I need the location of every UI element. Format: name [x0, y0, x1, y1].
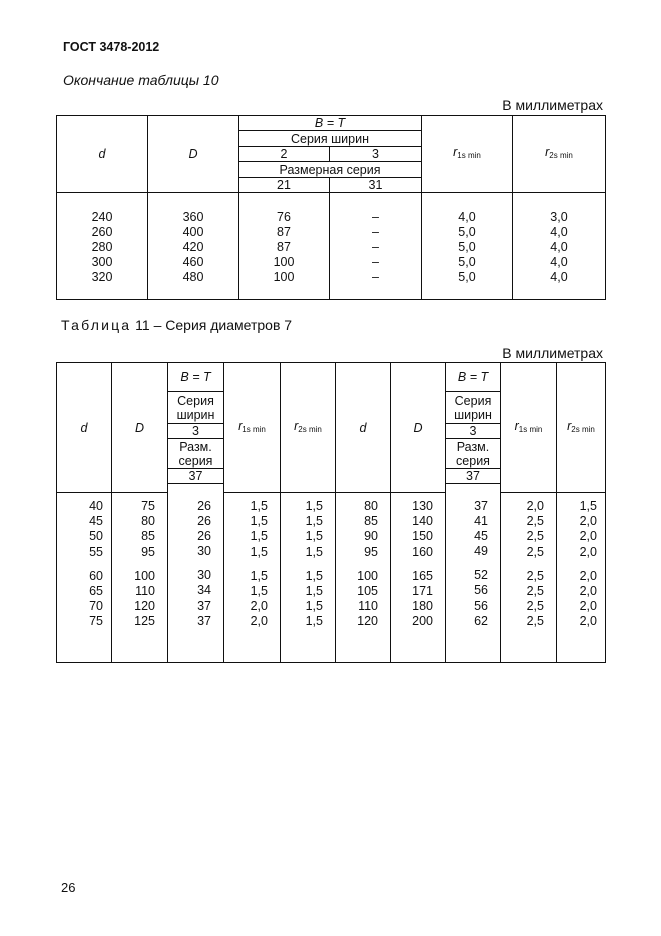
t10-header-D: D	[148, 116, 239, 193]
table-cell-value: 100	[134, 568, 155, 583]
table10-units: В миллиметрах	[502, 97, 603, 113]
table-cell-value: 34	[197, 583, 211, 598]
t11-header-D-left: D	[112, 363, 168, 493]
table-cell-value: 41	[474, 513, 488, 528]
t10-header-width-series: Серия ширин	[239, 131, 422, 147]
table-cell-value: 70	[89, 599, 103, 614]
table-cell-value: 360	[182, 209, 204, 224]
table-cell-value: 1,5	[305, 544, 323, 559]
table-cell-value: 2,0	[579, 583, 597, 598]
table-cell-value: 200	[412, 614, 433, 629]
t10-col-r1	[422, 204, 513, 300]
table-cell-value: 1,5	[305, 583, 323, 598]
table-10	[56, 115, 606, 300]
t11-header-r1-left: $r_{1s min}$	[224, 363, 281, 493]
table-cell-value: 80	[364, 499, 378, 513]
t10-header-bt: B = T	[239, 116, 422, 131]
table-cell-value: 30	[197, 544, 211, 559]
table-cell-value: 120	[357, 614, 378, 629]
table-cell-value: 52	[474, 568, 488, 583]
table-cell-value: 2,5	[526, 599, 544, 614]
table-cell-value: 1,5	[305, 529, 323, 544]
table-continuation-title: Окончание таблицы 10	[63, 72, 219, 88]
table-cell-value: 56	[474, 583, 488, 598]
table-cell-value: 2,0	[250, 599, 268, 614]
table-cell-value: 1,5	[305, 599, 323, 614]
table-cell-value: 62	[474, 613, 488, 628]
table-cell-value: 100	[273, 270, 295, 285]
table-cell-value: 26	[197, 528, 211, 543]
t11-col-s37-left	[168, 493, 224, 663]
t10-header-r1: $r_{1s min}$	[422, 116, 513, 193]
table-cell-value: 2,0	[579, 614, 597, 629]
t11-header-width-series-left: Серия ширин	[168, 392, 224, 424]
t10-header-ds31: 31	[330, 178, 422, 193]
table-cell-value: 4,0	[550, 239, 568, 254]
table-cell-value: 150	[412, 529, 433, 544]
t11-header-ws3-right: 3	[446, 424, 501, 439]
t11-header-d-left: d	[57, 363, 112, 493]
table-cell-value: 87	[277, 239, 291, 254]
table-cell-value: 37	[197, 598, 211, 613]
table11-caption-prefix: Таблица	[61, 317, 132, 333]
t10-col-r2	[513, 204, 606, 300]
table-cell-value: 45	[89, 514, 103, 529]
table-cell-value: 1,5	[250, 529, 268, 544]
table-cell-value: 300	[91, 255, 113, 270]
t11-header-r2-right: $r_{2s min}$	[557, 363, 606, 493]
table-cell-value: –	[372, 270, 379, 285]
t10-header-ws3: 3	[330, 147, 422, 162]
table-cell-value: 1,5	[250, 499, 268, 513]
table-cell-value: 171	[412, 583, 433, 598]
table-cell-value: 56	[474, 598, 488, 613]
table-cell-value: 480	[182, 270, 204, 285]
table-11	[56, 362, 606, 663]
table-cell-value: 1,5	[305, 514, 323, 529]
page-number: 26	[61, 880, 76, 895]
t11-header-dim-series-left: Разм. серия	[168, 439, 224, 469]
t11-header-bt-left: B = T	[168, 363, 224, 392]
t10-header-d: d	[57, 116, 148, 193]
table-cell-value: 2,0	[579, 529, 597, 544]
t10-col-d	[57, 204, 148, 300]
table-cell-value: 76	[277, 209, 291, 224]
table-cell-value: 125	[134, 614, 155, 629]
table-cell-value: 95	[364, 544, 378, 559]
table-cell-value: 1,5	[250, 568, 268, 583]
table-cell-value: 2,0	[250, 614, 268, 629]
t11-header-d-right: d	[336, 363, 391, 493]
t11-header-ds37-left: 37	[168, 469, 224, 484]
table-cell-value: 2,5	[526, 529, 544, 544]
table-cell-value: 80	[141, 514, 155, 529]
table-cell-value: 2,0	[579, 568, 597, 583]
table-cell-value: 40	[89, 499, 103, 513]
table-cell-value: 100	[357, 568, 378, 583]
table11-caption	[61, 317, 292, 333]
table-cell-value: 2,5	[526, 583, 544, 598]
table-cell-value: 1,5	[250, 514, 268, 529]
t10-col-D	[148, 204, 239, 300]
table-cell-value: 1,5	[579, 499, 597, 513]
t11-col-D-left	[112, 493, 168, 663]
table-cell-value: 320	[91, 270, 113, 285]
table-cell-value: 2,0	[579, 599, 597, 614]
table-cell-value: 400	[182, 224, 204, 239]
table11-units: В миллиметрах	[502, 345, 603, 361]
t10-header-ws2: 2	[239, 147, 330, 162]
t11-col-r1-right	[501, 493, 557, 663]
table-cell-value: –	[372, 209, 379, 224]
table-cell-value: 4,0	[550, 255, 568, 270]
t11-header-r2-left: $r_{2s min}$	[281, 363, 336, 493]
t11-col-D-right	[391, 493, 446, 663]
table-cell-value: 1,5	[305, 614, 323, 629]
t10-header-r2: $r_{2s min}$	[513, 116, 606, 193]
table-cell-value: 460	[182, 255, 204, 270]
t11-header-width-series-right: Серия ширин	[446, 392, 501, 424]
table-cell-value: 60	[89, 568, 103, 583]
table-cell-value: 1,5	[305, 568, 323, 583]
table-cell-value: 2,0	[579, 514, 597, 529]
table-cell-value: 55	[89, 544, 103, 559]
standard-designation: ГОСТ 3478-2012	[63, 40, 160, 54]
table-cell-value: 2,0	[579, 544, 597, 559]
table-cell-value: 85	[364, 514, 378, 529]
t11-header-r1-right: $r_{1s min}$	[501, 363, 557, 493]
table11-caption-rest: 11 – Серия диаметров 7	[131, 317, 293, 333]
table-cell-value: 130	[412, 499, 433, 513]
table-cell-value: 110	[135, 583, 155, 598]
table-cell-value: 120	[134, 599, 155, 614]
t11-col-r2-left	[281, 493, 336, 663]
table-cell-value: 1,5	[305, 499, 323, 513]
table-cell-value: 2,5	[526, 614, 544, 629]
table-cell-value: 140	[412, 514, 433, 529]
t10-col-s21	[239, 204, 330, 300]
table-cell-value: 37	[474, 498, 488, 513]
table-cell-value: 1,5	[250, 544, 268, 559]
table-cell-value: 45	[474, 528, 488, 543]
table-cell-value: 180	[412, 599, 433, 614]
t11-col-d-left	[57, 493, 112, 663]
table-cell-value: 4,0	[458, 209, 476, 224]
table-cell-value: 5,0	[458, 270, 476, 285]
t11-col-d-right	[336, 493, 391, 663]
table-cell-value: 75	[141, 499, 155, 513]
table-cell-value: 3,0	[550, 209, 568, 224]
table-cell-value: 1,5	[250, 583, 268, 598]
table-cell-value: 26	[197, 513, 211, 528]
table-cell-value: 105	[357, 583, 378, 598]
table-cell-value: 85	[141, 529, 155, 544]
table-cell-value: 165	[412, 568, 433, 583]
t11-header-D-right: D	[391, 363, 446, 493]
table-cell-value: –	[372, 239, 379, 254]
table-cell-value: 5,0	[458, 224, 476, 239]
t10-col-s31	[330, 204, 422, 300]
table-cell-value: 75	[89, 614, 103, 629]
t11-col-s37-right	[446, 493, 501, 663]
table-cell-value: 90	[364, 529, 378, 544]
table-cell-value: 2,0	[526, 499, 544, 513]
table-cell-value: –	[372, 224, 379, 239]
t11-header-bt-right: B = T	[446, 363, 501, 392]
table-cell-value: 37	[197, 613, 211, 628]
table-cell-value: 100	[273, 255, 295, 270]
table-cell-value: 5,0	[458, 239, 476, 254]
table-cell-value: –	[372, 255, 379, 270]
table-cell-value: 280	[91, 239, 113, 254]
table-cell-value: 26	[197, 498, 211, 513]
t11-col-r1-left	[224, 493, 281, 663]
table-cell-value: 2,5	[526, 514, 544, 529]
table-cell-value: 4,0	[550, 224, 568, 239]
t11-header-ds37-right: 37	[446, 469, 501, 484]
table-cell-value: 50	[89, 529, 103, 544]
t11-header-dim-series-right: Разм. серия	[446, 439, 501, 469]
t10-header-dim-series: Размерная серия	[239, 162, 422, 178]
table-cell-value: 65	[89, 583, 103, 598]
table-cell-value: 260	[91, 224, 113, 239]
table-cell-value: 4,0	[550, 270, 568, 285]
table-cell-value: 87	[277, 224, 291, 239]
table-cell-value: 110	[358, 599, 378, 614]
t11-header-ws3-left: 3	[168, 424, 224, 439]
table-cell-value: 160	[412, 544, 433, 559]
t11-col-r2-right	[557, 493, 606, 663]
table-cell-value: 49	[474, 544, 488, 559]
table-cell-value: 240	[91, 209, 113, 224]
table-cell-value: 2,5	[526, 568, 544, 583]
table-cell-value: 30	[197, 568, 211, 583]
t10-header-ds21: 21	[239, 178, 330, 193]
table-cell-value: 420	[182, 239, 204, 254]
table-cell-value: 2,5	[526, 544, 544, 559]
table-cell-value: 95	[141, 544, 155, 559]
table-cell-value: 5,0	[458, 255, 476, 270]
